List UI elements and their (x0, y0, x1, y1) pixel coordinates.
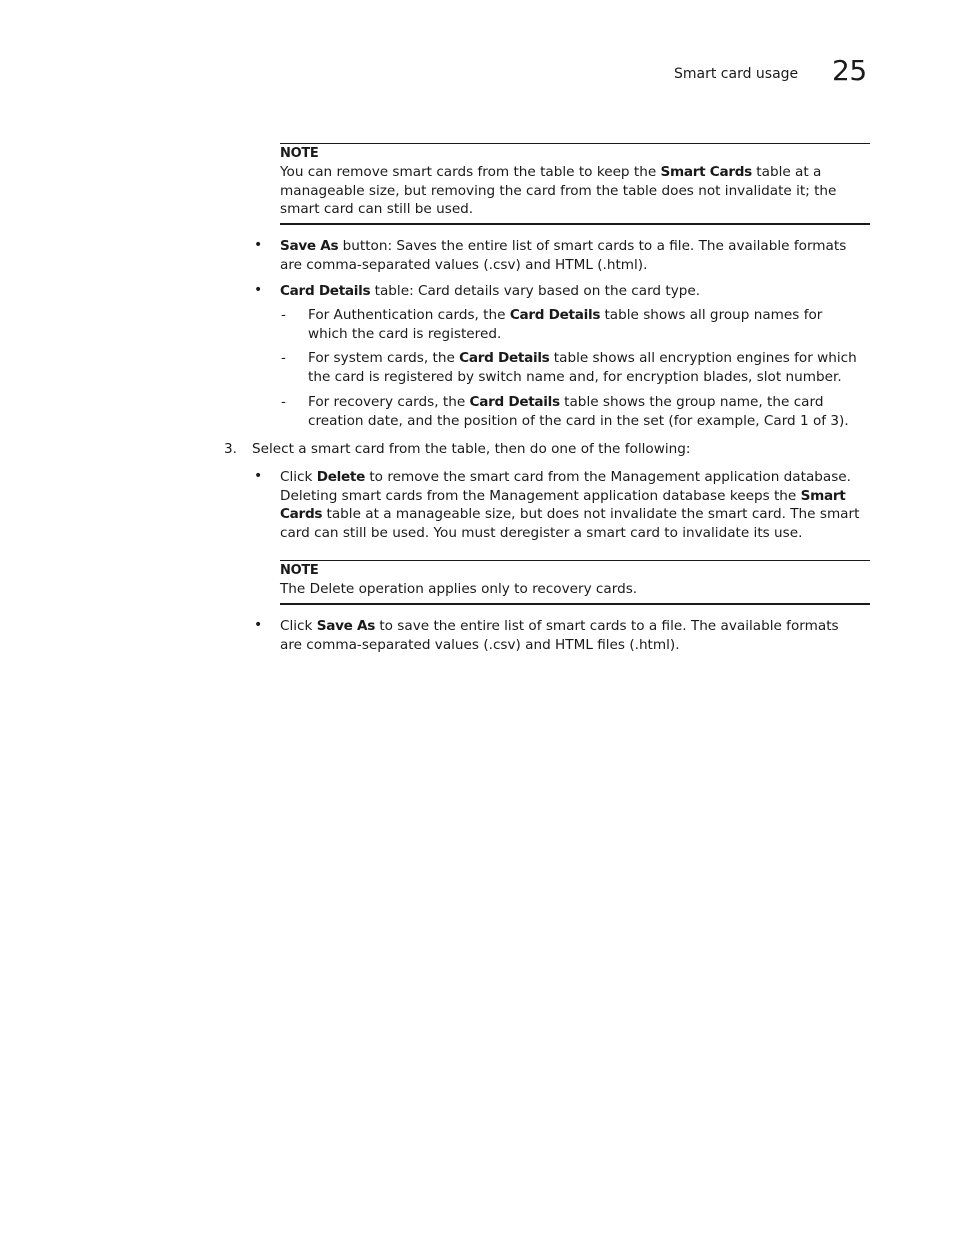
running-header-title: Smart card usage (674, 66, 799, 82)
dash-text: table shows all encryption engines for which the card is registered by switch name and, for encryption blades, slot number. (308, 350, 857, 385)
bullet-click-save-as (280, 617, 860, 654)
bullet-marker: • (254, 468, 263, 484)
note-box (280, 560, 870, 605)
card-details-term: Card Details (469, 394, 560, 410)
card-details-term: Card Details (459, 350, 550, 366)
chapter-number: 25 (832, 54, 867, 87)
bullet-text: table: Card details vary based on the card type. (370, 283, 701, 299)
dash-item-recovery (308, 393, 864, 430)
dash-marker: - (281, 394, 286, 410)
bullet-marker: • (254, 282, 263, 298)
bullet-text: button: Saves the entire list of smart cards to a file. The available formats are comma-separated values (.csv) and HTML (.html). (280, 238, 847, 273)
bullet-marker: • (254, 617, 263, 633)
bullet-save-as (280, 237, 860, 274)
bullet-marker: • (254, 237, 263, 253)
dash-marker: - (281, 307, 286, 323)
note-text-part: You can remove smart cards from the table to keep the (280, 164, 661, 180)
note-text (280, 163, 870, 219)
dash-text: For Authentication cards, the (308, 307, 510, 323)
step-number: 3. (224, 441, 237, 457)
bullet-delete (280, 468, 870, 543)
card-details-term: Card Details (280, 283, 371, 299)
note-text: The Delete operation applies only to recovery cards. (280, 581, 638, 597)
delete-term: Delete (316, 469, 366, 485)
bullet-card-details (280, 282, 860, 301)
dash-marker: - (281, 350, 286, 366)
bullet-text: Click (280, 469, 317, 485)
dash-text: table shows the group name, the card creation date, and the position of the card in the set (for example, Card 1 of 3). (308, 394, 849, 429)
note-box (280, 143, 870, 225)
smart-cards-term: Smart Cards (660, 164, 752, 180)
bullet-text: to remove the smart card from the Management application database. Deleting smart cards from the Management application database keeps the (280, 469, 851, 504)
save-as-term: Save As (316, 618, 376, 634)
save-as-term: Save As (280, 238, 339, 254)
dash-item-authentication (308, 306, 864, 343)
note-text-part: table at a manageable size, but removing the card from the table does not invalidate it; the smart card can still be used. (280, 164, 837, 218)
dash-text: table shows all group names for which the card is registered. (308, 307, 823, 342)
dash-text: For recovery cards, the (308, 394, 470, 410)
bullet-text: table at a manageable size, but does not invalidate the smart card. The smart card can still be used. You must deregister a smart card to invalidate its use. (280, 506, 860, 542)
dash-item-system (308, 349, 864, 386)
dash-text: For system cards, the (308, 350, 460, 366)
step-3-text: Select a smart card from the table, then do one of the following: (252, 441, 691, 457)
bullet-text: Click (280, 618, 317, 634)
card-details-term: Card Details (509, 307, 601, 323)
bullet-text: to save the entire list of smart cards to a file. The available formats are comma-separated values (.csv) and HTML files (.html). (280, 618, 839, 653)
note-heading: NOTE (280, 146, 319, 161)
smart-cards-term: Smart Cards (280, 487, 846, 523)
note-heading: NOTE (280, 563, 319, 578)
